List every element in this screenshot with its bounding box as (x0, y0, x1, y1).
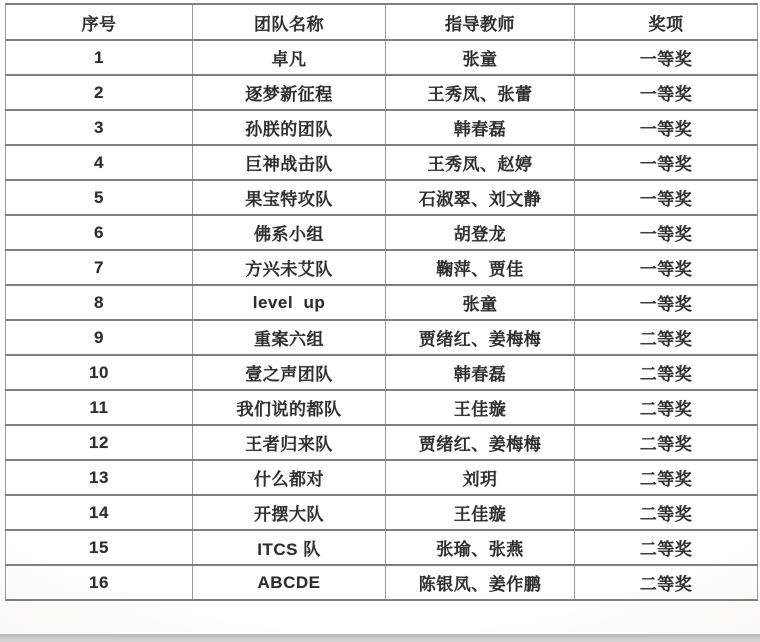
cell-team: level up (193, 285, 386, 320)
cell-team: ABCDE (193, 565, 386, 600)
cell-teacher: 贾绪红、姜梅梅 (386, 425, 575, 460)
header-award: 奖项 (575, 4, 758, 40)
table-row (6, 250, 758, 285)
cell-seq: 4 (6, 145, 193, 180)
cell-team: 重案六组 (193, 320, 386, 355)
cell-team: ITCS 队 (193, 530, 386, 565)
cell-seq: 6 (6, 215, 193, 250)
table-row (6, 40, 758, 75)
table-row (6, 110, 758, 145)
cell-teacher: 贾绪红、姜梅梅 (386, 320, 575, 355)
cell-award: 二等奖 (575, 390, 758, 425)
cell-team: 巨神战击队 (193, 145, 386, 180)
cell-seq: 8 (6, 285, 193, 320)
cell-seq: 2 (6, 75, 193, 110)
cell-team: 王者归来队 (193, 425, 386, 460)
cell-award: 二等奖 (575, 320, 758, 355)
table-row (6, 215, 758, 250)
cell-award: 二等奖 (575, 460, 758, 495)
cell-team: 孙朕的团队 (193, 110, 386, 145)
cell-award: 二等奖 (575, 565, 758, 600)
table-row (6, 460, 758, 495)
table-header-row (6, 4, 758, 40)
cell-team: 壹之声团队 (193, 355, 386, 390)
cell-team: 什么都对 (193, 460, 386, 495)
cell-teacher: 张童 (386, 285, 575, 320)
award-table (5, 3, 758, 601)
table-row (6, 425, 758, 460)
cell-award: 二等奖 (575, 495, 758, 530)
cell-award: 二等奖 (575, 425, 758, 460)
cell-seq: 16 (6, 565, 193, 600)
cell-teacher: 张童 (386, 40, 575, 75)
cell-award: 一等奖 (575, 180, 758, 215)
cell-award: 一等奖 (575, 40, 758, 75)
cell-team: 开摆大队 (193, 495, 386, 530)
photo-bottom-edge (0, 634, 760, 642)
cell-award: 一等奖 (575, 250, 758, 285)
cell-team: 我们说的都队 (193, 390, 386, 425)
cell-team: 果宝特攻队 (193, 180, 386, 215)
cell-teacher: 胡登龙 (386, 215, 575, 250)
table-row (6, 285, 758, 320)
cell-teacher: 刘玥 (386, 460, 575, 495)
cell-seq: 13 (6, 460, 193, 495)
cell-seq: 12 (6, 425, 193, 460)
table-row (6, 355, 758, 390)
cell-teacher: 韩春磊 (386, 110, 575, 145)
header-team: 团队名称 (193, 4, 386, 40)
table-row (6, 495, 758, 530)
cell-team: 卓凡 (193, 40, 386, 75)
cell-team: 逐梦新征程 (193, 75, 386, 110)
cell-award: 一等奖 (575, 75, 758, 110)
cell-teacher: 石淑翠、刘文静 (386, 180, 575, 215)
cell-seq: 10 (6, 355, 193, 390)
cell-team: 方兴未艾队 (193, 250, 386, 285)
cell-award: 一等奖 (575, 110, 758, 145)
cell-award: 一等奖 (575, 215, 758, 250)
cell-seq: 5 (6, 180, 193, 215)
header-teacher: 指导教师 (386, 4, 575, 40)
cell-seq: 7 (6, 250, 193, 285)
cell-award: 二等奖 (575, 355, 758, 390)
cell-seq: 1 (6, 40, 193, 75)
table-row (6, 565, 758, 600)
cell-seq: 11 (6, 390, 193, 425)
cell-teacher: 陈银凤、姜作鹏 (386, 565, 575, 600)
cell-award: 二等奖 (575, 530, 758, 565)
cell-seq: 9 (6, 320, 193, 355)
table-row (6, 320, 758, 355)
table-row (6, 75, 758, 110)
cell-teacher: 王佳璇 (386, 390, 575, 425)
cell-teacher: 王佳璇 (386, 495, 575, 530)
cell-seq: 14 (6, 495, 193, 530)
table-row (6, 145, 758, 180)
cell-award: 一等奖 (575, 145, 758, 180)
cell-seq: 3 (6, 110, 193, 145)
cell-team: 佛系小组 (193, 215, 386, 250)
table-row (6, 180, 758, 215)
cell-teacher: 韩春磊 (386, 355, 575, 390)
cell-teacher: 王秀凤、张蕾 (386, 75, 575, 110)
cell-teacher: 王秀凤、赵婷 (386, 145, 575, 180)
cell-seq: 15 (6, 530, 193, 565)
cell-teacher: 鞠萍、贾佳 (386, 250, 575, 285)
table-row (6, 530, 758, 565)
cell-award: 一等奖 (575, 285, 758, 320)
header-seq: 序号 (6, 4, 193, 40)
cell-teacher: 张瑜、张燕 (386, 530, 575, 565)
table-row (6, 390, 758, 425)
